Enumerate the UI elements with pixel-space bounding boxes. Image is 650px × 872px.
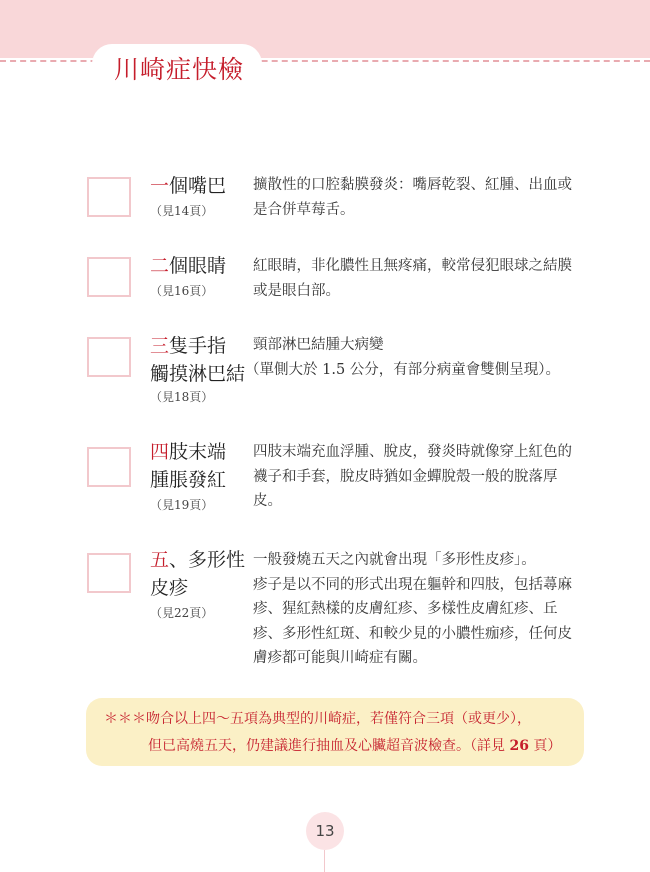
page-ref-rash: （見22頁） bbox=[150, 606, 214, 620]
checkbox-rash[interactable] bbox=[87, 553, 131, 593]
page-ref-limbs: （見19頁） bbox=[150, 498, 214, 512]
heading-lymph: 三隻手指 觸摸淋巴結 bbox=[150, 335, 246, 385]
page-ref-mouth: （見14頁） bbox=[150, 204, 214, 218]
footer-line bbox=[324, 850, 325, 872]
checkbox-limbs[interactable] bbox=[87, 447, 131, 487]
page-ref-lymph: （見18頁） bbox=[150, 390, 214, 404]
page-title: 川崎症快檢 bbox=[114, 55, 245, 84]
heading-rash: 五、多形性 皮疹 bbox=[150, 549, 246, 599]
note-line-2: 但已高燒五天，仍建議進行抽血及心臟超音波檢查。（詳見 26 頁） bbox=[148, 738, 562, 754]
checkbox-mouth[interactable] bbox=[87, 177, 131, 217]
page-number: 13 bbox=[315, 822, 335, 840]
checkbox-eyes[interactable] bbox=[87, 257, 131, 297]
desc-eyes: 紅眼睛，非化膿性且無疼痛，較常侵犯眼球之結膜 或是眼白部。 bbox=[253, 258, 572, 299]
checkbox-lymph[interactable] bbox=[87, 337, 131, 377]
heading-eyes: 二個眼睛 bbox=[150, 255, 227, 277]
heading-mouth: 一個嘴巴 bbox=[150, 175, 227, 197]
note-line-1: ＊＊＊吻合以上四～五項為典型的川崎症，若僅符合三項（或更少）， bbox=[104, 711, 531, 727]
page-ref-eyes: （見16頁） bbox=[150, 284, 214, 298]
desc-mouth: 擴散性的口腔黏膜發炎：嘴唇乾裂、紅腫、出血或 是合併草莓舌。 bbox=[253, 177, 572, 218]
desc-rash: 一般發燒五天之內就會出現「多形性皮疹」。 疹子是以不同的形式出現在軀幹和四肢，包括蕁麻 疹、猩紅熱樣的皮膚紅疹、多樣性皮膚紅疹、丘 疹、多形性紅斑、和較少見的小膿性痂疹，任何皮 膚疹都可能與川崎症有關。 bbox=[253, 552, 572, 666]
heading-limbs: 四肢末端 腫脹發紅 bbox=[150, 441, 227, 491]
desc-limbs: 四肢末端充血浮腫、脫皮，發炎時就像穿上紅色的 襪子和手套，脫皮時猶如金蟬脫殼一般的脫落厚 皮。 bbox=[253, 444, 572, 509]
desc-lymph: 頸部淋巴結腫大病變 （單側大於 1.5 公分，有部分病童會雙側呈現）。 bbox=[245, 337, 561, 378]
